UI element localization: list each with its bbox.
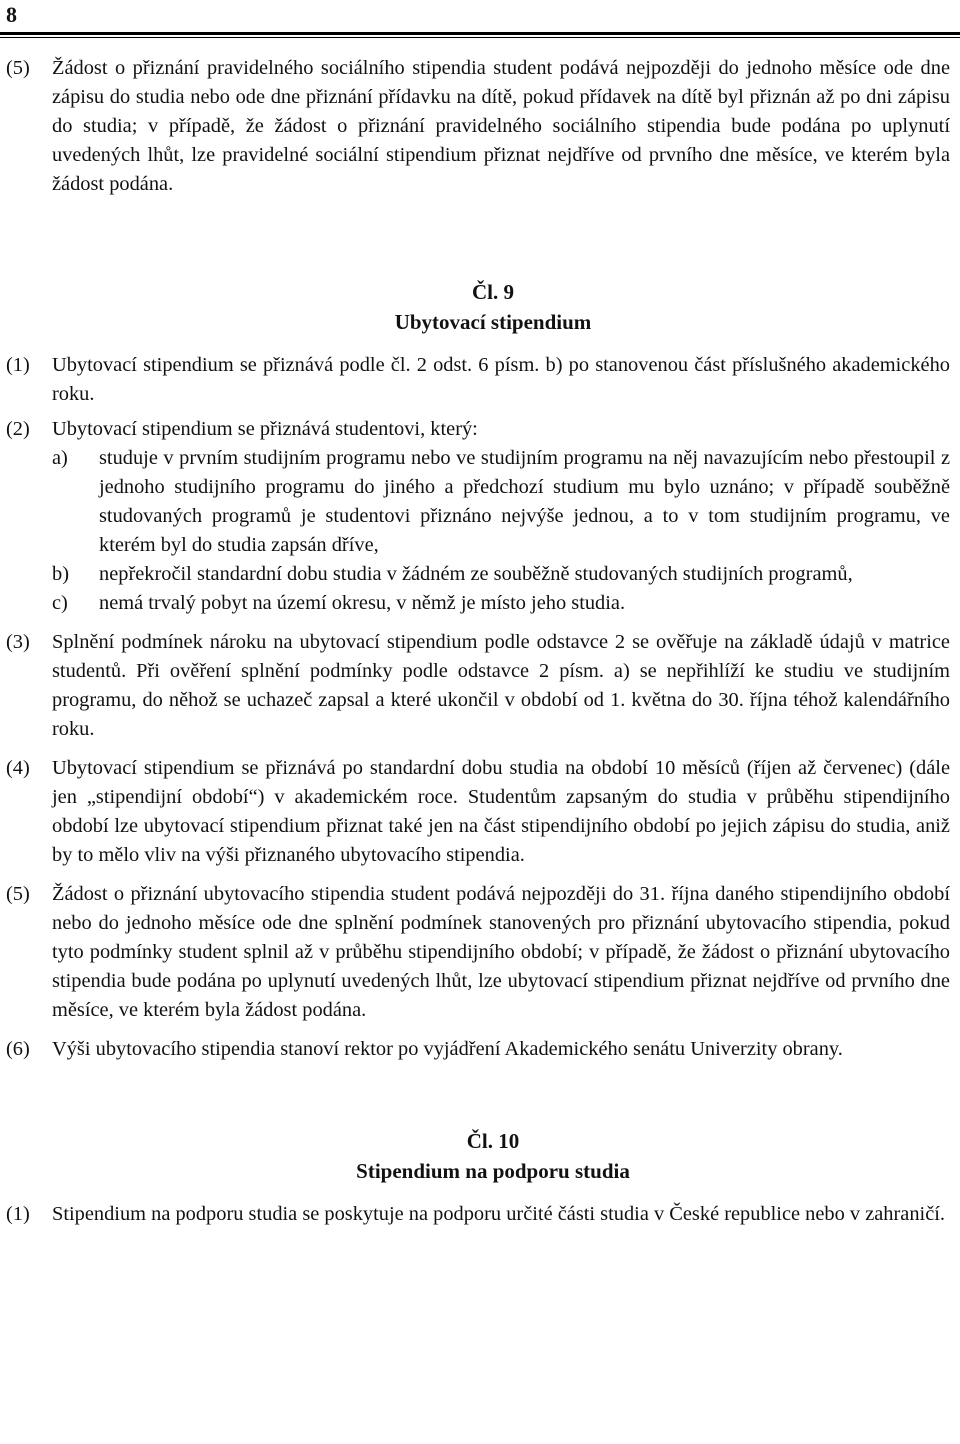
list-item-label: c) — [52, 592, 68, 614]
paragraph-number: (6) — [6, 1038, 30, 1060]
list-item-label: b) — [52, 563, 69, 585]
document-body — [6, 54, 950, 1229]
paragraph-9-1 — [6, 351, 950, 409]
paragraph-number: (1) — [6, 354, 30, 376]
paragraph-number: (4) — [6, 757, 30, 779]
list-item-label: a) — [52, 447, 68, 469]
article-10-title: Stipendium na podporu studia — [356, 1159, 630, 1183]
list-item-b — [52, 560, 950, 589]
list-item-a — [52, 444, 950, 560]
paragraph-8-5 — [6, 54, 950, 199]
page-number: 8 — [6, 2, 17, 27]
paragraph-9-5 — [6, 880, 950, 1025]
paragraph-number: (1) — [6, 1203, 30, 1225]
article-9-number: Čl. 9 — [472, 280, 514, 304]
paragraph-text: Žádost o přiznání ubytovacího stipendia student podává nejpozději do 31. října daného stipendijního období nebo do jednoho měsíce ode dne splnění podmínek stanovených pro přiznání ubytovacího stipendia, pokud tyto podmínky student splnil až v průběhu stipendijního období; v případě, že žádost o přiznání ubytovacího stipendia bude podána po uplynutí uvedených lhůt, lze ubytovací stipendium přiznat nejdříve od prvního dne měsíce, ve kterém byla žádost podána. — [52, 883, 950, 1021]
list-item-text: studuje v prvním studijním programu nebo ve studijním programu na něj navazujícím nebo přestoupil z jednoho studijního programu do jiného a předchozí studium mu bylo uznáno; v případě souběžně studovaných programů je studentovi přiznáno nejvýše jednou, a to v tom studijním programu, ve kterém byl do studia zapsán dříve, — [99, 447, 950, 556]
paragraph-10-1 — [6, 1200, 950, 1229]
paragraph-9-6 — [6, 1035, 950, 1064]
paragraph-text: Ubytovací stipendium se přiznává podle čl. 2 odst. 6 písm. b) po stanovenou část příslušného akademického roku. — [52, 354, 950, 405]
article-9-title: Ubytovací stipendium — [394, 310, 592, 334]
paragraph-number: (5) — [6, 883, 30, 905]
paragraph-text: Žádost o přiznání pravidelného sociálního stipendia student podává nejpozději do jednoho měsíce ode dne zápisu do studia nebo ode dne přiznání přídavku na dítě, pokud přídavek na dítě byl přiznán až po dni zápisu do studia; v případě, že žádost o přiznání pravidelného sociálního stipendia bude podána po uplynutí uvedených lhůt, lze pravidelné sociální stipendium přiznat nejdříve od prvního dne měsíce, ve kterém byla žádost podána. — [52, 57, 950, 195]
paragraph-number: (3) — [6, 631, 30, 653]
header-rule — [0, 32, 960, 35]
list-item-text: nemá trvalý pobyt na území okresu, v němž je místo jeho studia. — [99, 592, 626, 614]
list-item-c — [52, 589, 950, 618]
paragraph-number: (2) — [6, 418, 30, 440]
paragraph-number: (5) — [6, 57, 30, 79]
paragraph-text: Stipendium na podporu studia se poskytuje na podporu určité části studia v České republice nebo v zahraničí. — [52, 1203, 946, 1225]
paragraph-text: Ubytovací stipendium se přiznává studentovi, který: — [52, 418, 478, 440]
header-rule-thin — [0, 37, 960, 38]
paragraph-text: Výši ubytovacího stipendia stanoví rektor po vyjádření Akademického senátu Univerzity obrany. — [52, 1038, 843, 1060]
list-item-text: nepřekročil standardní dobu studia v žádném ze souběžně studovaných studijních programů, — [99, 563, 853, 585]
paragraph-9-3 — [6, 628, 950, 744]
paragraph-9-4 — [6, 754, 950, 870]
article-10-number: Čl. 10 — [466, 1129, 520, 1153]
paragraph-text: Splnění podmínek nároku na ubytovací stipendium podle odstavce 2 se ověřuje na základě údajů v matrice studentů. Při ověření splnění podmínky podle odstavce 2 písm. a) se nepřihlíží ke studiu ve studijním programu, do něhož se uchazeč zapsal a které ukončil v období od 1. května do 30. října téhož kalendářního roku. — [52, 631, 950, 740]
paragraph-9-2 — [6, 415, 950, 444]
paragraph-text: Ubytovací stipendium se přiznává po standardní dobu studia na období 10 měsíců (říjen až červenec) (dále jen „stipendijní období“) v akademickém roce. Studentům zapsaným do studia v průběhu stipendijního období lze ubytovací stipendium přiznat také jen na část stipendijního období po jejich zápisu do studia, aniž by to mělo vliv na výši přiznaného ubytovacího stipendia. — [52, 757, 950, 866]
